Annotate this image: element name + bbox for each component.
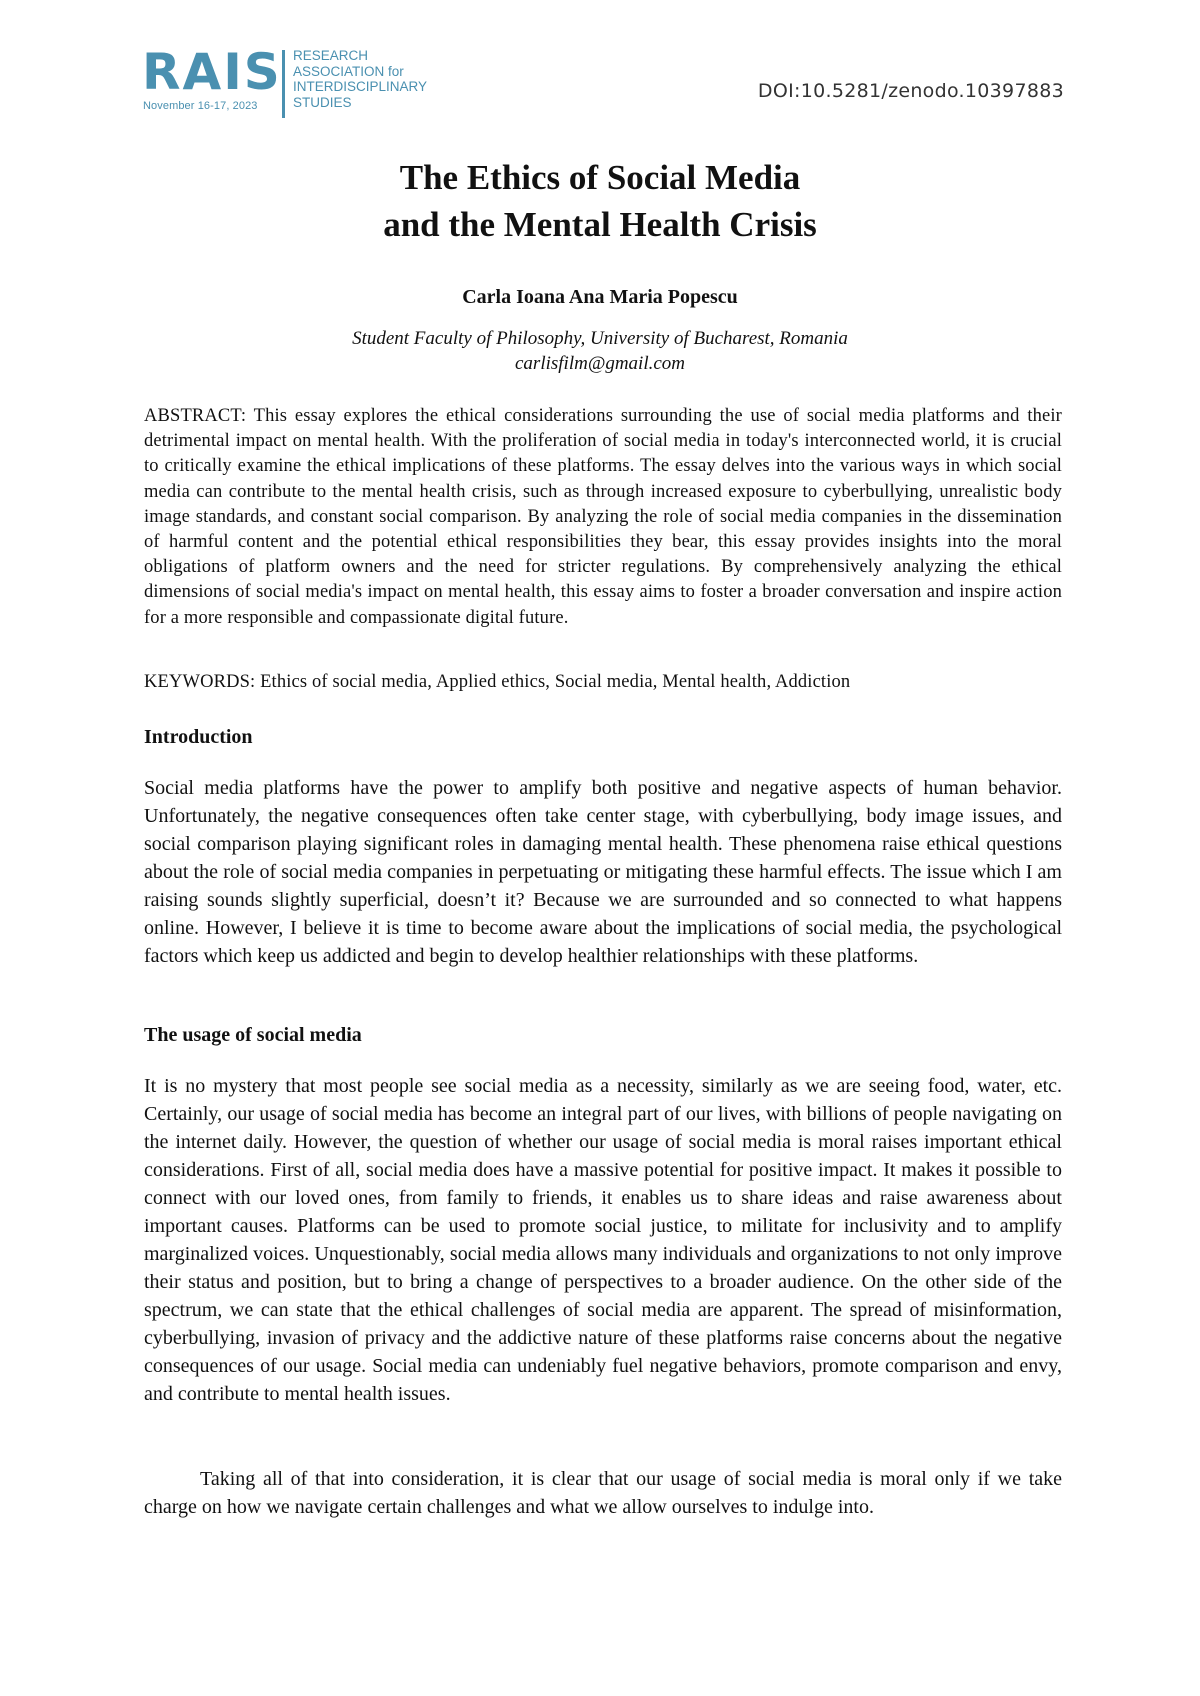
keywords [144, 670, 1062, 695]
author-email: carlisfilm@gmail.com [515, 353, 685, 374]
title-line-2: and the Mental Health Crisis [383, 205, 817, 244]
abstract-label: ABSTRACT: [144, 406, 247, 426]
keywords-text: Ethics of social media, Applied ethics, Social media, Mental health, Addiction [260, 672, 851, 692]
logo-line: RESEARCH [293, 48, 369, 63]
author-name: Carla Ioana Ana Maria Popescu [462, 286, 738, 308]
logo-wordmark: RAIS [142, 43, 282, 101]
usage-paragraph-2: Taking all of that into consideration, it is clear that our usage of social media is moral only if we take charge on how we navigate certain challenges and what we allow ourselves to indulge into. [144, 1468, 1062, 1518]
author-affiliation: Student Faculty of Philosophy, University of Bucharest, Romania [352, 328, 848, 349]
logo-line: ASSOCIATION for [293, 63, 404, 79]
keywords-label: KEYWORDS: [144, 672, 256, 692]
introduction-paragraph: Social media platforms have the power to amplify both positive and negative aspects of human behavior. Unfortunately, the negative consequences often take center stage, with cyberbullying, body image issues, and social comparison playing significant roles in damaging mental health. These phenomena raise ethical questions about the role of social media companies in perpetuating or mitigating these harmful effects. The issue which I am raising sounds slightly superficial, doesn’t it? Because we are surrounded and so connected to what happens online. However, I believe it is time to become aware about the implications of social media, the psychological factors which keep us addicted and begin to develop healthier relationships with these platforms. [144, 777, 1062, 967]
paper-title [0, 154, 1200, 248]
section-heading-usage: The usage of social media [144, 1024, 362, 1046]
abstract-text: This essay explores the ethical considerations surrounding the use of social media platforms and their detrimental impact on mental health. With the proliferation of social media in today's interconnected world, it is crucial to critically examine the ethical implications of these platforms. The essay delves into the various ways in which social media can contribute to the mental health crisis, such as through increased exposure to cyberbullying, unrealistic body image standards, and constant social comparison. By analyzing the role of social media companies in the dissemination of harmful content and the potential ethical responsibilities they bear, this essay provides insights into the moral obligations of platform owners and the need for stricter regulations. By comprehensively analyzing the ethical dimensions of social media's impact on mental health, this essay aims to foster a broader conversation and inspire action for a more responsible and compassionate digital future. [144, 406, 1062, 628]
logo-date: November 16-17, 2023 [143, 100, 258, 112]
logo-line: STUDIES [293, 94, 352, 110]
logo-org-name [293, 48, 427, 110]
doi-identifier: DOI:10.5281/zenodo.10397883 [757, 80, 1064, 102]
section-heading-introduction: Introduction [144, 726, 253, 748]
usage-paragraph: It is no mystery that most people see social media as a necessity, similarly as we are seeing food, water, etc. Certainly, our usage of social media has become an integral part of our lives, with billions of people navigating on the internet daily. However, the question of whether our usage of social media is moral raises important ethical considerations. First of all, social media does have a massive potential for positive impact. It makes it possible to connect with our loved ones, from family to friends, it enables us to share ideas and raise awareness about important causes. Platforms can be used to promote social justice, to militate for inclusivity and to amplify marginalized voices. Unquestionably, social media allows many individuals and organizations to not only improve their status and position, but to bring a change of perspectives to a broader audience. On the other side of the spectrum, we can state that the ethical challenges of social media are apparent. The spread of misinformation, cyberbullying, invasion of privacy and the addictive nature of these platforms raise concerns about the negative consequences of our usage. Social media can undeniably fuel negative behaviors, promote comparison and envy, and contribute to mental health issues. [144, 1075, 1062, 1405]
author-affiliation-block [0, 326, 1200, 376]
logo-divider [282, 50, 285, 118]
title-line-1: The Ethics of Social Media [399, 158, 801, 197]
logo-line: INTERDISCIPLINARY [293, 79, 428, 94]
abstract [144, 404, 1062, 631]
